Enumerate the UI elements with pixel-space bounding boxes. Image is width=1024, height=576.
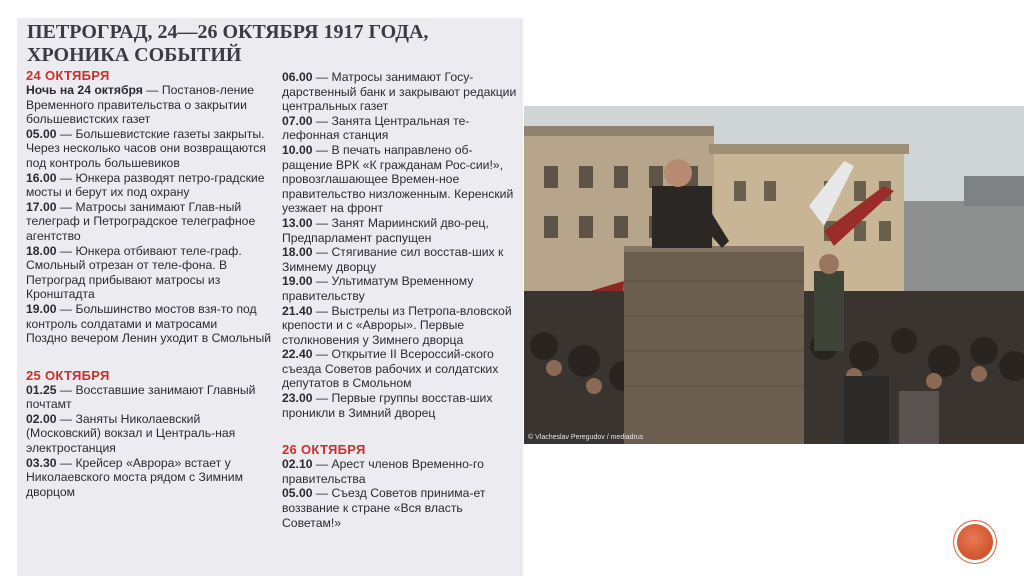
- entry-text: — Первые группы восстав-ших проникли в Зимний дворец: [282, 391, 493, 420]
- entry-text: — В печать направлено об-ращение ВРК «К гражданам Рос-сии!», провозглашающее Времен-ное правительство низложенным. Керенский уезжает на фронт: [282, 142, 514, 216]
- chronicle-entry: [26, 412, 276, 456]
- title-line-1: ПЕТРОГРАД, 24—26 ОКТЯБРЯ 1917 ГОДА,: [27, 21, 429, 43]
- page-title: [27, 21, 507, 67]
- entry-time: 18.00: [282, 245, 313, 260]
- chronicle-entry: [282, 216, 522, 245]
- photo-credit: © Vlacheslav Peregudov / mediadrus: [528, 434, 644, 441]
- entry-time: 21.40: [282, 303, 313, 318]
- entry-text: — Съезд Советов принима-ет воззвание к стране «Вся власть Советам!»: [282, 486, 486, 530]
- entry-time: 19.00: [282, 274, 313, 289]
- slide-nav-button[interactable]: [957, 524, 993, 560]
- entry-time: 10.00: [282, 142, 313, 157]
- entry-text: — Занята Центральная те-лефонная станция: [282, 113, 470, 143]
- chronicle-entry: [26, 383, 276, 412]
- entry-text: — Ультиматум Временному правительству: [282, 274, 474, 303]
- chronicle-entry: [282, 245, 522, 274]
- chronicle-entry: [282, 274, 522, 303]
- title-line-2: ХРОНИКА СОБЫТИЙ: [27, 44, 242, 66]
- entry-text: — Большевистские газеты закрыты. Через несколько часов они возвращаются под контроль большевиков: [26, 126, 266, 170]
- chronicle-entry: [26, 456, 276, 500]
- chronicle-entry: [282, 143, 522, 216]
- entry-time: 02.00: [26, 411, 57, 426]
- chronicle-entry: [26, 331, 276, 346]
- entry-time: 06.00: [282, 70, 313, 84]
- chronicle-entry: [282, 347, 522, 391]
- entry-time: 16.00: [26, 170, 57, 185]
- chronicle-entry: [26, 171, 276, 200]
- chronicle-right-column: [282, 70, 522, 530]
- entry-text: Поздно вечером Ленин уходит в Смольный: [26, 331, 272, 346]
- chronicle-entry: [282, 457, 522, 486]
- entry-time: 23.00: [282, 391, 313, 406]
- entry-time: 22.40: [282, 347, 313, 362]
- entry-time: 02.10: [282, 457, 313, 472]
- chronicle-entry: [26, 83, 276, 127]
- chronicle-panel: [17, 18, 523, 576]
- entry-time: Ночь на 24 октября: [26, 83, 143, 97]
- entry-time: 03.30: [26, 455, 57, 470]
- chronicle-entry: [282, 304, 522, 348]
- date-heading: 24 ОКТЯБРЯ: [26, 68, 110, 83]
- entry-time: 05.00: [26, 126, 57, 141]
- entry-time: 13.00: [282, 215, 313, 230]
- chronicle-entry: [26, 127, 276, 171]
- lenin-speech-photo-illustration: [524, 106, 1024, 444]
- entry-time: 07.00: [282, 113, 313, 128]
- entry-text: — Открытие II Всероссий-ского съезда Советов рабочих и солдатских депутатов в Смольном: [282, 347, 499, 391]
- entry-text: — Матросы занимают Госу-дарственный банк и закрывают редакции центральных газет: [282, 70, 517, 114]
- entry-text: — Юнкера разводят петро-градские мосты и берут их под охрану: [26, 170, 265, 200]
- entry-text: — Постанов-ление Временного правительства о закрытии большевистских газет: [26, 83, 254, 127]
- entry-text: — Восставшие занимают Главный почтамт: [26, 382, 256, 412]
- chronicle-entry: [282, 391, 522, 420]
- entry-text: — Арест членов Временно-го правительства: [282, 457, 484, 486]
- entry-text: — Матросы занимают Глав-ный телеграф и Петроградское телеграфное агентство: [26, 199, 256, 243]
- entry-time: 18.00: [26, 243, 57, 258]
- historical-photo: [524, 106, 1024, 444]
- entry-text: — Юнкера отбивают теле-граф. Смольный отрезан от теле-фона. В Петроград прибывают матросы из Кронштадта: [26, 243, 242, 302]
- date-heading: 26 ОКТЯБРЯ: [282, 442, 366, 458]
- entry-text: — Заняты Николаевский (Московский) вокзал и Централь-ная электростанция: [26, 411, 236, 456]
- chronicle-entry: [282, 70, 522, 114]
- entry-text: — Крейсер «Аврора» встает у Николаевского моста рядом с Зимним дворцом: [26, 455, 243, 499]
- date-heading: 25 ОКТЯБРЯ: [26, 367, 110, 383]
- chronicle-entry: [26, 244, 276, 302]
- entry-time: 05.00: [282, 486, 313, 501]
- chronicle-left-column: [26, 68, 276, 499]
- chronicle-entry: [282, 114, 522, 143]
- chronicle-entry: [26, 302, 276, 331]
- chronicle-entry: [26, 200, 276, 244]
- entry-time: 01.25: [26, 382, 57, 397]
- entry-time: 17.00: [26, 199, 57, 214]
- entry-text: — Большинство мостов взя-то под контроль солдатами и матросами: [26, 301, 257, 331]
- entry-time: 19.00: [26, 301, 57, 316]
- entry-text: — Занят Мариинский дво-рец, Предпарламент распущен: [282, 215, 489, 245]
- entry-text: — Выстрелы из Петропа-вловской крепости и с «Авроры». Первые столкновения у Зимнего дворца: [282, 303, 512, 347]
- entry-text: — Стягивание сил восстав-ших к Зимнему дворцу: [282, 245, 504, 274]
- chronicle-entry: [282, 486, 522, 530]
